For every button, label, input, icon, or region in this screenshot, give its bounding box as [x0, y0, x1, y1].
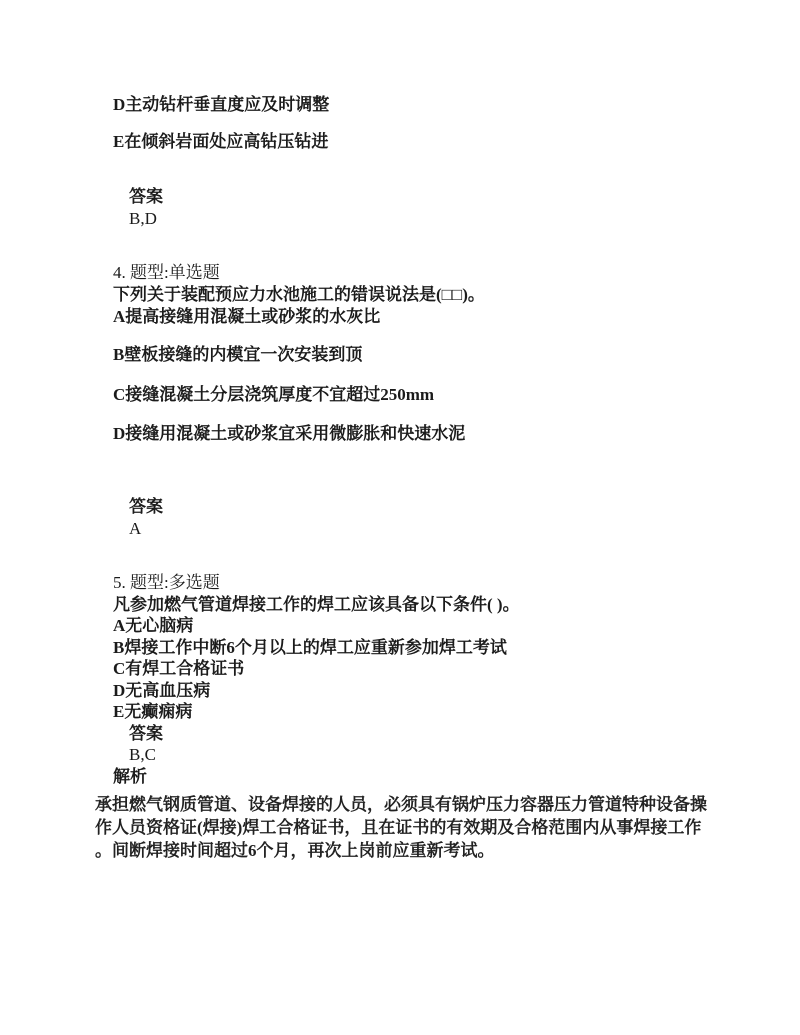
q4-answer-value: A: [129, 519, 142, 538]
q5-stem: 凡参加燃气管道焊接工作的焊工应该具备以下条件( )。: [113, 594, 520, 614]
q4-option-d: D接缝用混凝土或砂浆宜采用微膨胀和快速水泥: [113, 424, 466, 443]
q3-option-e: E在倾斜岩面处应高钻压钻进: [113, 132, 329, 151]
q5-answer-value: B,C: [129, 745, 156, 764]
q3-answer-label: 答案: [129, 187, 163, 206]
question-4: [113, 262, 758, 540]
q4-option-a: A提高接缝用混凝土或砂浆的水灰比: [113, 307, 381, 326]
q3-answer-value: B,D: [129, 209, 157, 228]
q3-option-d: D主动钻杆垂直度应及时调整: [113, 95, 330, 114]
q4-option-b: B壁板接缝的内模宜一次安装到顶: [113, 345, 363, 364]
q5-option-c: C有焊工合格证书: [113, 659, 245, 678]
q5-type-line: 5. 题型:多选题: [113, 573, 220, 592]
q5-analysis-line-3: 。间断焊接时间超过6个月，再次上岗前应重新考试。: [95, 841, 495, 860]
q4-option-c: C接缝混凝土分层浇筑厚度不宜超过250mm: [113, 385, 435, 404]
q5-analysis-label: 解析: [113, 766, 147, 786]
q4-answer-label: 答案: [129, 497, 163, 516]
q5-option-d: D无高血压病: [113, 680, 211, 700]
q5-option-a: A无心脑病: [113, 616, 194, 635]
q5-analysis-line-2: 作人员资格证(焊接)焊工合格证书，且在证书的有效期及合格范围内从事焊接工作: [95, 818, 702, 837]
q4-type-line: 4. 题型:单选题: [113, 263, 220, 282]
document-content: [95, 94, 758, 862]
q5-answer-label: 答案: [129, 723, 163, 743]
question-5: [95, 572, 758, 862]
q4-stem: 下列关于装配预应力水池施工的错误说法是(□□)。: [113, 285, 485, 304]
q5-analysis-line-1: 承担燃气钢质管道、设备焊接的人员，必须具有锅炉压力容器压力管道特种设备操: [95, 795, 707, 814]
q5-analysis-paragraph: [95, 793, 707, 862]
q5-option-e: E无癫痫病: [113, 702, 193, 721]
q5-option-b: B焊接工作中断6个月以上的焊工应重新参加焊工考试: [113, 637, 507, 657]
